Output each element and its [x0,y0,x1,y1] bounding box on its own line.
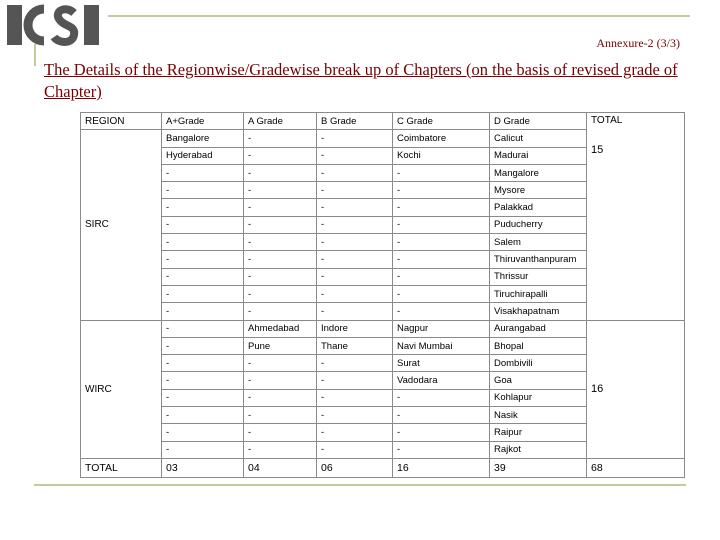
table-cell: Kochi [393,147,490,164]
table-cell: Coimbatore [393,130,490,147]
logo-letter-c [28,9,44,41]
table-cell: Tiruchirapalli [490,285,587,302]
total-value: 16 [393,458,490,477]
table-cell: - [393,441,490,458]
table-cell: - [162,424,244,441]
table-cell: - [317,355,393,372]
table-cell: Nagpur [393,320,490,337]
table-cell: - [244,285,317,302]
header-grade: C Grade [393,113,490,130]
table-cell: - [244,234,317,251]
table-cell: - [244,407,317,424]
table-cell: - [317,441,393,458]
table-cell: - [393,251,490,268]
table-cell: Rajkot [490,441,587,458]
table-cell: Mangalore [490,164,587,181]
table-cell: Puducherry [490,216,587,233]
header-total: TOTAL [591,115,623,126]
table-cell: - [317,268,393,285]
sirc-total: 15 [591,144,604,156]
table-cell: - [317,407,393,424]
table-cell: - [317,234,393,251]
table-row [81,320,685,337]
total-value: 03 [162,458,244,477]
region-name: SIRC [81,130,162,320]
table-cell: - [317,216,393,233]
table-cell: - [317,285,393,302]
table-cell: - [393,182,490,199]
table-cell: - [244,424,317,441]
table-cell: - [393,285,490,302]
table-cell: - [162,268,244,285]
table-cell: - [317,130,393,147]
annexure-label: Annexure-2 (3/3) [596,36,680,50]
table-cell: - [244,268,317,285]
left-rule [34,44,36,66]
table-cell: Aurangabad [490,320,587,337]
table-cell: - [244,372,317,389]
table-body [81,113,685,478]
table-cell: Hyderabad [162,147,244,164]
table-cell: Vadodara [393,372,490,389]
table-cell: Palakkad [490,199,587,216]
table-cell: - [162,164,244,181]
table-cell: - [244,182,317,199]
table-cell: - [244,147,317,164]
logo-letter-i [7,5,22,45]
region-name: WIRC [81,320,162,458]
table-cell: Surat [393,355,490,372]
table-cell: - [162,285,244,302]
table-cell: Navi Mumbai [393,337,490,354]
logo-letter-i2 [84,5,99,45]
table-cell: - [244,441,317,458]
chapters-table [80,112,685,478]
table-cell: Pune [244,337,317,354]
table-cell: - [162,337,244,354]
table-cell: - [244,164,317,181]
table-cell: Nasik [490,407,587,424]
table-cell: - [393,303,490,320]
bottom-rule [34,484,686,486]
top-rule [108,15,690,17]
table-cell: - [244,199,317,216]
wirc-total: 16 [587,320,685,458]
total-value: 39 [490,458,587,477]
table-cell: - [317,182,393,199]
table-cell: - [162,355,244,372]
table-cell: - [162,441,244,458]
table-cell: Madurai [490,147,587,164]
table-cell: Visakhapatnam [490,303,587,320]
table-cell: - [317,199,393,216]
table-cell: - [317,251,393,268]
header-grade: A+Grade [162,113,244,130]
table-cell: - [244,216,317,233]
table-cell: Dombivili [490,355,587,372]
total-value: 06 [317,458,393,477]
table-cell: Indore [317,320,393,337]
table-cell: Kohlapur [490,389,587,406]
table-cell: Goa [490,372,587,389]
table-cell: Calicut [490,130,587,147]
table-cell: - [393,234,490,251]
header-grade: D Grade [490,113,587,130]
totals-row [81,458,685,477]
table-cell: - [162,407,244,424]
table-cell: - [162,372,244,389]
table-cell: - [393,216,490,233]
table-cell: - [162,320,244,337]
table-cell: - [393,389,490,406]
total-value: 04 [244,458,317,477]
table-cell: Ahmedabad [244,320,317,337]
sirc-total-cell [587,113,685,321]
table-cell: - [317,164,393,181]
grand-total: 68 [587,458,685,477]
table-cell: - [162,199,244,216]
totals-label: TOTAL [81,458,162,477]
table-cell: Thane [317,337,393,354]
table-cell: - [162,182,244,199]
table-cell: - [162,303,244,320]
table-cell: - [393,407,490,424]
table-cell: - [393,164,490,181]
table-cell: - [317,424,393,441]
table-cell: - [393,268,490,285]
header-region: REGION [81,113,162,130]
table-cell: Thrissur [490,268,587,285]
table-cell: - [317,147,393,164]
table-cell: - [244,130,317,147]
table-cell: - [244,355,317,372]
table-cell: Salem [490,234,587,251]
table-cell: Bangalore [162,130,244,147]
table-cell: - [162,234,244,251]
header-grade: B Grade [317,113,393,130]
table-cell: - [317,389,393,406]
table-cell: - [244,389,317,406]
table-cell: - [393,199,490,216]
table-cell: - [317,372,393,389]
table-cell: - [162,251,244,268]
table-cell: - [244,251,317,268]
table-cell: Mysore [490,182,587,199]
icsi-logo [4,3,104,47]
table-cell: Bhopal [490,337,587,354]
table-cell: - [244,303,317,320]
table-cell: Raipur [490,424,587,441]
logo-letter-s [54,9,74,42]
page-title: The Details of the Regionwise/Gradewise break up of Chapters (on the basis of revised grade of Chapter) [44,60,678,101]
header-grade: A Grade [244,113,317,130]
table-cell: - [162,389,244,406]
table-cell: - [393,424,490,441]
table-cell: - [317,303,393,320]
table-cell: - [162,216,244,233]
header-row [81,113,685,130]
table-cell: Thiruvanthanpuram [490,251,587,268]
